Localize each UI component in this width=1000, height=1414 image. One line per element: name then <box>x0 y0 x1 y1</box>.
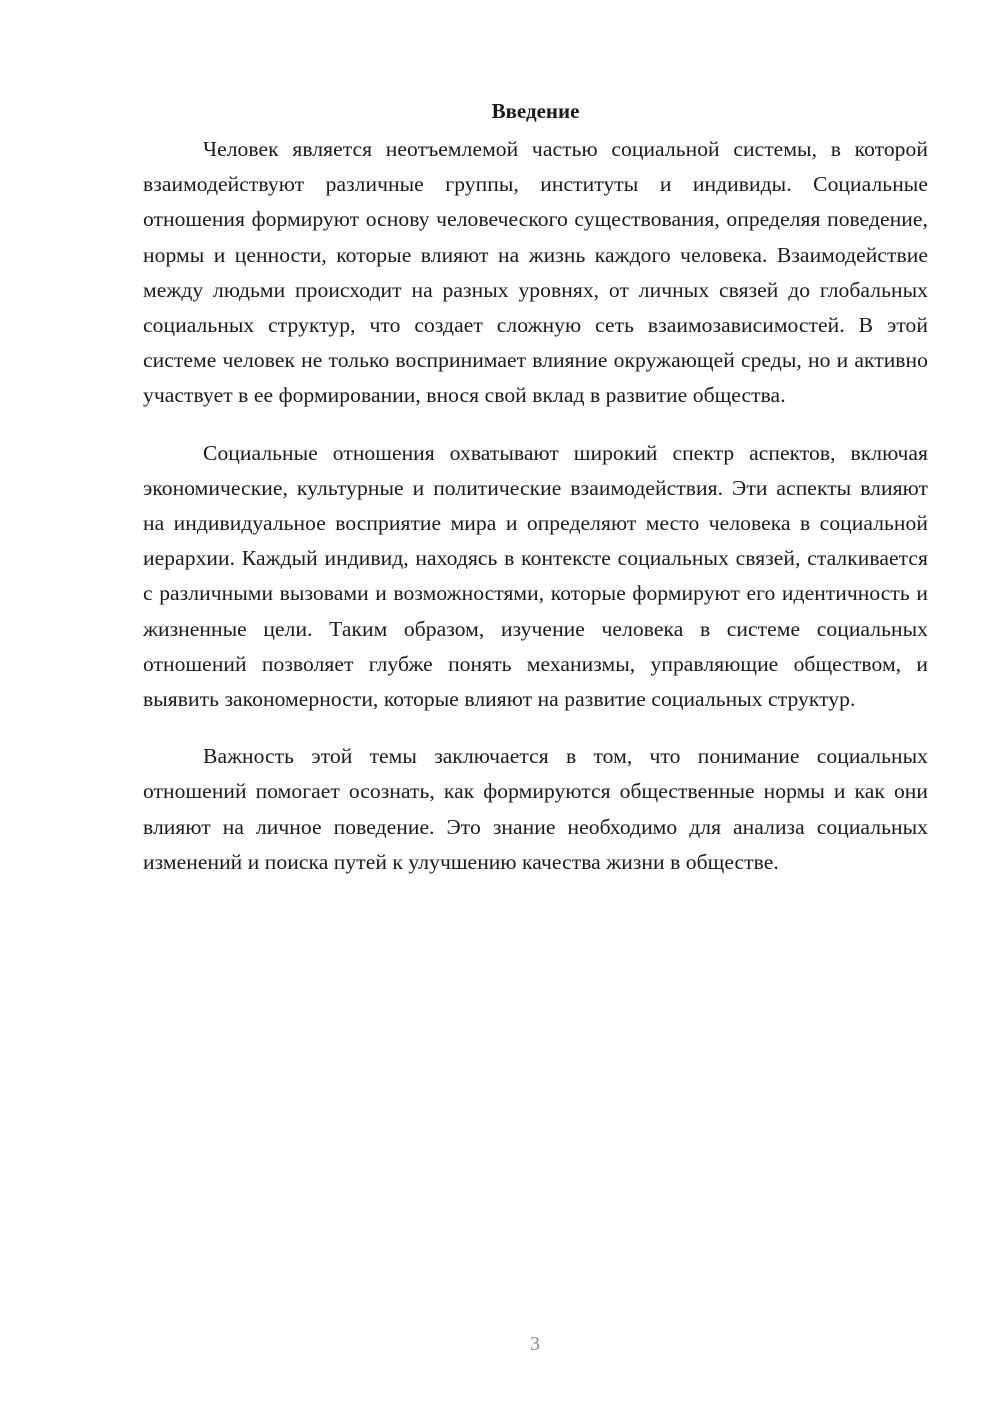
paragraph-1: Человек является неотъемлемой частью социальной системы, в которой взаимодействуют различные группы, институты и индивиды. Социальные отношения формируют основу человеческого существования, определяя поведение, нормы и ценности, которые влияют на жизнь каждого человека. Взаимодействие между людьми происходит на разных уровнях, от личных связей до глобальных социальных структур, что создает сложную сеть взаимозависимостей. В этой системе человек не только воспринимает влияние окружающей среды, но и активно участвует в ее формировании, внося свой вклад в развитие общества. <box>143 137 928 408</box>
section-title: Введение <box>491 99 580 123</box>
paragraph-3: Важность этой темы заключается в том, что понимание социальных отношений помогает осознать, как формируются общественные нормы и как они влияют на личное поведение. Это знание необходимо для анализа социальных изменений и поиска путей к улучшению качества жизни в обществе. <box>143 744 928 874</box>
paragraph-2: Социальные отношения охватывают широкий спектр аспектов, включая экономические, культурные и политические взаимодействия. Эти аспекты влияют на индивидуальное восприятие мира и определяют место человека в социальной иерархии. Каждый индивид, находясь в контексте социальных связей, сталкивается с различными вызовами и возможностями, которые формируют его идентичность и жизненные цели. Таким образом, изучение человека в системе социальных отношений позволяет глубже понять механизмы, управляющие обществом, и выявить закономерности, которые влияют на развитие социальных структур. <box>143 440 928 712</box>
document-page <box>143 96 928 902</box>
page-number: 3 <box>530 1333 540 1355</box>
